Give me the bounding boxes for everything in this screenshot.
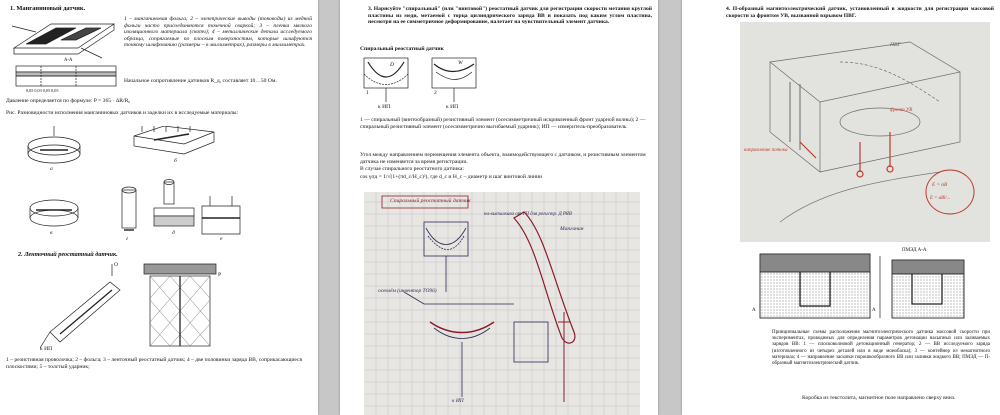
label-ip-right: к ИП — [446, 104, 459, 110]
hw-manganin: Манганин — [560, 226, 584, 232]
spiral-caption: 1 — спиральный (винтообразный) резистивный элемент (осесимметричный искривленный фронт ударной волны); 2 — спиральный резистивный элемент (осесимметрично выгибаемый ударник); ИП — измеритель-преобразователь — [360, 117, 646, 130]
pencil-sketch-photo — [740, 22, 990, 242]
dimension-labels: 0,05 0,03 0,05 0,05 — [26, 88, 59, 93]
hw-e1: E = αВ — [932, 182, 948, 188]
label-a-right: А — [872, 308, 876, 313]
hw-front: фронт УВ — [890, 108, 913, 113]
document-page-2 — [340, 0, 658, 415]
label-1: 1 — [366, 90, 369, 96]
label-a-left: А — [752, 308, 756, 313]
label-p: P — [218, 272, 222, 278]
label-W: W — [458, 60, 463, 66]
label-g: г — [126, 236, 129, 242]
hw-note: на-выталкива от ГЧ для регистр. Д РЯВ — [484, 212, 572, 217]
label-a: a — [50, 166, 53, 172]
task-4-text: 4. П-образный магнитоэлектрический датчик, установленный в жидкости для регистрации массовой скорости за фронтом УВ, вызванной взрывом ПВГ. — [726, 6, 994, 19]
manganin-variants-figure — [24, 126, 244, 248]
pmed-schemes-figure — [752, 246, 972, 326]
handwritten-sketch-photo — [364, 192, 640, 415]
ribbon-caption: 1 – резистивная проволочка; 2 – фольга; 3 – ленточный реостатный датчик; 4 – две половинки заряда ВВ, соприкасающиеся плоскостями; 5 – толстый ударник; — [6, 357, 303, 370]
initial-resistance-text: Начальное сопротивление датчиков R_д, составляет 10…50 Ом. — [124, 78, 277, 84]
ribbon-sensor-figure — [40, 262, 240, 356]
label-d: д — [172, 230, 175, 236]
figure-note: Рис. Разновидности исполнения манганиновых датчиков и заделки их в исследуемые материалы: — [6, 110, 239, 116]
label-e: е — [220, 236, 223, 242]
label-ip-ribbon: к ИП — [40, 346, 53, 352]
heading-manganin-sensor: 1. Манганиновый датчик. — [10, 5, 86, 12]
cos-formula: cos γσд = 1/√(1+(πd_c/H_c)²), где d_c и H_c – диаметр и шаг винтовой линии — [360, 174, 543, 180]
hw-e2: E = αBl/... — [930, 196, 951, 201]
label-2: 2 — [434, 90, 437, 96]
sensor-plate-top — [14, 24, 114, 48]
pressure-formula: Давление определяется по формуле: P = 365 · ΔR/R₀ — [6, 98, 131, 104]
section-label-aa: А-А — [64, 58, 73, 63]
hw-pvg: ПВГ — [890, 42, 901, 48]
footer-note: Коробка из текстолита, магнитное поле направлено сверху вниз. — [802, 395, 956, 401]
label-b: б — [174, 158, 177, 164]
pmed-caption: Принципиальные схемы расположения магнитоэлектрического датчика массовой скорости при экспериментах, проводимых для определения параметров детонации насыпных или заливаемых зарядов ВВ: 1 — плосковолновой детонационный генератор; 2 — ВВ исследуемого заряда (изготовленного из четырех деталей или в виде монобаска); 3 — контейнер из немагнитного материала; 4 — направление засыпки порошкообразного ВВ или заливки жидкого ВВ; ПМЭД — П-образный магнитоэлектрический датчик. — [772, 330, 990, 367]
spiral-sensor-figure — [360, 54, 490, 114]
label-o: O — [114, 262, 119, 268]
manganin-sensor-figure — [6, 18, 121, 96]
document-page-3 — [682, 0, 1000, 415]
hw-ip: к ИП — [452, 398, 464, 404]
angle-text: Угол между направлением перемещения элемента объекта, взаимодействующего с датчиком, и резистивным элементом датчика не изменяется за время регистрации. — [360, 152, 646, 165]
document-page-1 — [0, 0, 318, 415]
hw-title: Спиральный реостатный датчик — [390, 198, 471, 204]
hw-flow: направление потока — [744, 148, 788, 153]
hw-fix-note: осевлём (инвентор ТО96) — [378, 288, 437, 294]
label-v: в — [50, 230, 53, 236]
label-pmed-aa: ПМЭД А-А — [902, 248, 927, 253]
task-3-text: 3. Нарисуйте "спиральный" (или "винтовой") реостатный датчик для регистрации скорости метания круглой пластины из меди, метаемой с торца цилиндрического заряда ВВ и показать под каким углом пластина, несмотря на ее симметричное деформирование, налетает на чувствительный элемент датчика. — [368, 6, 652, 26]
spiral-sensor-subheading: Спиральный реостатный датчик — [360, 46, 444, 52]
label-D: D — [390, 62, 395, 68]
label-ip-left: к ИП — [378, 104, 391, 110]
manganin-caption: 1 – манганиновая фольга; 2 – электрические выводы (тоководы) из медной фольги часто присоединяются точечной сваркой; 3 – пленка мягкого изоляционного материала (скотч); 4 – металлические детали исследуемого образца, сопрягаемые по плоским поверхностям, которые шлифуются тонкому шлифованию (размеры – в миллиметрах), размеры в миллиметрах. — [124, 16, 312, 49]
spiral-case-text: В случае спирального реостатного датчика: — [360, 166, 464, 172]
heading-ribbon-sensor: 2. Ленточный реостатный датчик. — [18, 251, 118, 258]
